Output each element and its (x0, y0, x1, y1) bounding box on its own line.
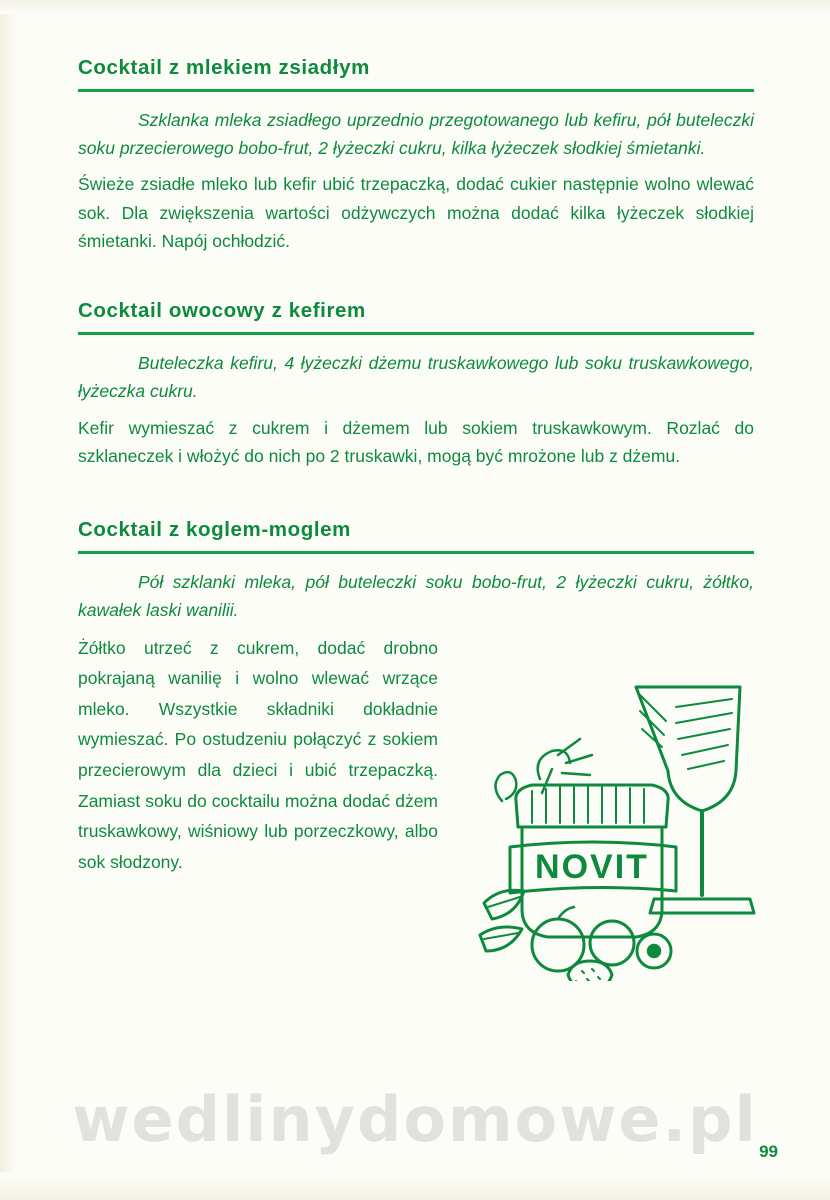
recipe-section (78, 56, 754, 255)
recipe-ingredients: Pół szklanki mleka, pół buteleczki soku bobo-frut, 2 łyżeczki cukru, żółtko, kawałek laski wanilii. (78, 571, 754, 621)
page-edge-left (0, 0, 18, 1200)
recipe-ingredients: Buteleczka kefiru, 4 łyżeczki dżemu truskawkowego lub soku truskawkowego, łyżeczka cukru. (78, 352, 754, 402)
title-rule (78, 332, 754, 335)
recipe-instructions: Świeże zsiadłe mleko lub kefir ubić trzepaczką, dodać cukier następnie wolno wlewać sok. Dla zwiększenia wartości odżywczych można dodać kilka łyżeczek słodkiej śmietanki. Napój ochłodzić. (78, 174, 754, 251)
recipe-instructions: Żółtko utrzeć z cukrem, dodać drobno pokrajaną wanilię i wolno wlewać wrzące mleko. Wszystkie składniki dokładnie wymieszać. Po ostudzeniu połączyć z sokiem przecierowym dla dzieci i ubić trzepaczką. Zamiast soku do cocktailu można dodać dżem truskawkowy, wiśniowy lub porzeczkowy, albo sok słodzony. (78, 637, 438, 872)
page-edge-top (0, 0, 830, 14)
page-edge-bottom (0, 1172, 830, 1200)
recipe-ingredients: Szklanka mleka zsiadłego uprzednio przegotowanego lub kefiru, pół buteleczki soku przecierowego bobo-frut, 2 łyżeczki cukru, kilka łyżeczek słodkiej śmietanki. (78, 109, 754, 158)
recipe-instructions: Kefir wymieszać z cukrem i dżemem lub sokiem truskawkowym. Rozlać do szklaneczek i włożyć do nich po 2 truskawki, mogą być mrożone lub z dżemu. (78, 417, 754, 466)
title-rule (78, 89, 754, 92)
recipe-section (78, 518, 754, 886)
recipe-title: Cocktail owocowy z kefirem (78, 299, 366, 323)
recipe-body-with-illustration (78, 633, 754, 886)
jar-and-glass-illustration (440, 651, 770, 981)
jar-label-text: NOVIT (535, 847, 649, 886)
page-content (78, 56, 754, 912)
site-watermark: wedlinydomowe.pl (72, 1083, 758, 1156)
recipe-section (78, 299, 754, 470)
title-rule (78, 551, 754, 554)
recipe-title: Cocktail z koglem-moglem (78, 518, 351, 542)
recipe-title: Cocktail z mlekiem zsiadłym (78, 56, 370, 79)
page-number: 99 (759, 1142, 778, 1161)
